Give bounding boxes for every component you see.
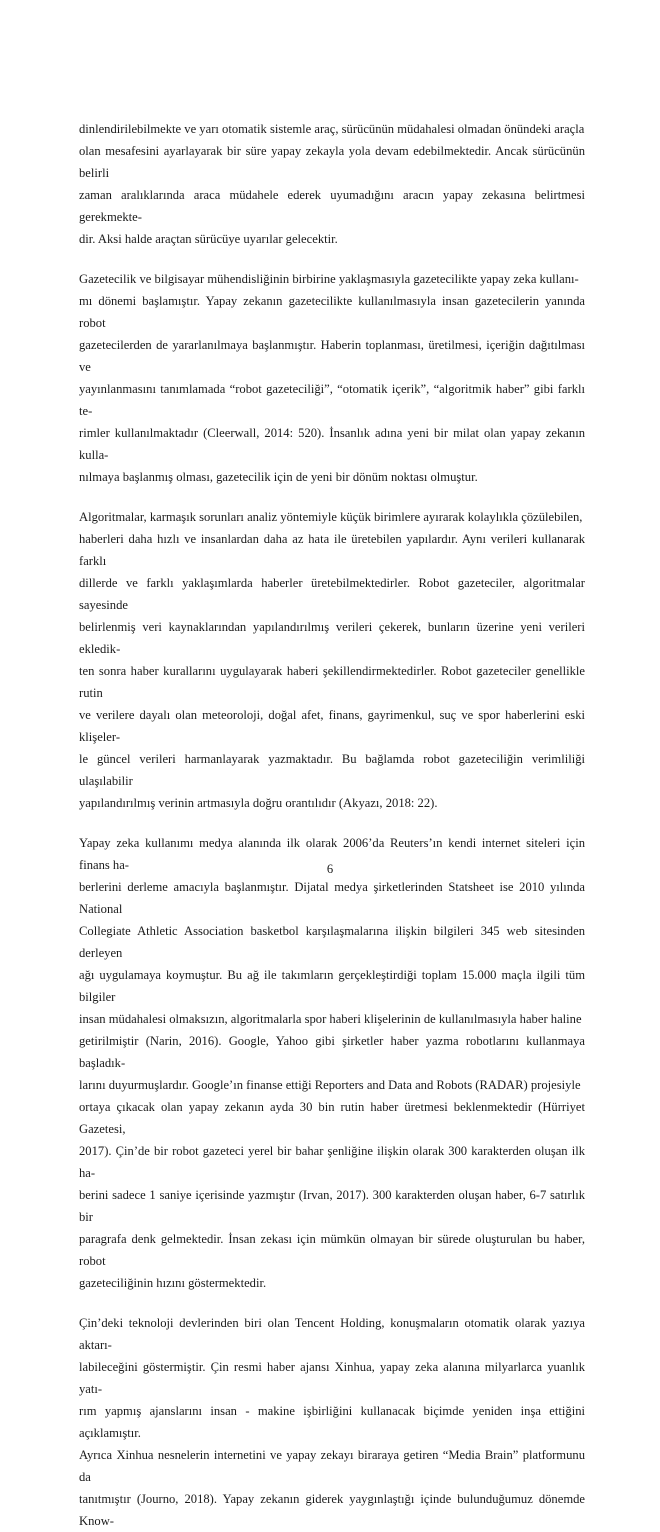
- paragraph-algorithms: Algoritmalar, karmaşık sorunları analiz yöntemiyle küçük birimlere ayırarak kolaylıkla çözülebilen, haberleri daha hızlı ve insanlardan daha az hata ile üretebilen yapılardır. Aynı verileri kullanarak farklı dillerde ve farklı yaklaşımlarda haberler üretebilmektedirler. Robot gazeteciler, algoritmalar sayesinde belirlenmiş veri kaynaklarından yapılandırılmış verileri çekerek, bunların üzerine yeni verileri ekledik- ten sonra haber kurallarını uygulayarak haberi şekillendirmektedirler. Robot gazeteciler genellikle rutin ve verilere dayalı olan meteoroloji, doğal afet, finans, gayrimenkul, suç ve spor haberlerini eski klişeler- le güncel verileri harmanlayarak yazmaktadır. Bu bağlamda robot gazeteciliğin verimliliği ulaşılabilir yapılandırılmış verinin artmasıyla doğru orantılıdır (Akyazı, 2018: 22).: [79, 510, 585, 810]
- paragraph-journalism-ai: Gazetecilik ve bilgisayar mühendisliğinin birbirine yaklaşmasıyla gazetecilikte yapay zeka kullanı- mı dönemi başlamıştır. Yapay zekanın gazetecilikte kullanılmasıyla insan gazetecilerin yanında robot gazetecilerden de yararlanılmaya başlanmıştır. Haberin toplanması, üretilmesi, içeriğin dağıtılması ve yayınlanmasını tanımlamada “robot gazeteciliği”, “otomatik içerik”, “algoritmik haber” gibi farklı te- rimler kullanılmaktadır (Cleerwall, 2014: 520). İnsanlık adına yeni bir milat olan yapay zekanın kulla- nılmaya başlanmış olması, gazetecilik için de yeni bir dönüm noktası olmuştur.: [79, 272, 585, 484]
- page-number: 6: [326, 862, 334, 876]
- page-body: [79, 118, 585, 1532]
- paragraph-china-tech: Çin’deki teknoloji devlerinden biri olan Tencent Holding, konuşmaların otomatik olarak yazıya aktarı- labileceğini göstermiştir. Çin resmi haber ajansı Xinhua, yapay zeka alanına milyarlarca yuanlık yatı- rım yapmış ajanslarını insan - makine işbirliğini kullanacak biçimde yeniden inşa ettiğini açıklamıştır. Ayrıca Xinhua nesnelerin internetini ve yapay zekayı biraraya getiren “Media Brain” platformunu da tanıtmıştır (Journo, 2018). Yapay zekanın giderek yaygınlaştığı içinde bulunduğumuz dönemde Know-: [79, 1316, 585, 1528]
- paragraph-driver-assist: dinlendirilebilmekte ve yarı otomatik sistemle araç, sürücünün müdahalesi olmadan önündeki araçla olan mesafesini ayarlayarak bir süre yapay zekayla yola devam edebilmektedir. Ancak sürücünün belirli zaman aralıklarında araca müdahele ederek uyumadığını aracın yapay zekasına belirtmesi gerekmekte- dir. Aksi halde araçtan sürücüye uyarılar gelecektir.: [79, 122, 585, 246]
- paragraph-media-history: Yapay zeka kullanımı medya alanında ilk olarak 2006’da Reuters’ın kendi internet siteleri için finans ha- berlerini derleme amacıyla başlanmıştır. Dijatal medya şirketlerinden Statsheet ise 2010 yılında National Collegiate Athletic Association basketbol karşılaşmalarına ilişkin bilgileri 345 web sitesinden derleyen ağı uygulamaya koymuştur. Bu ağ ile takımların gerçekleştirdiği toplam 15.000 maçla ilgili tüm bilgiler insan müdahalesi olmaksızın, algoritmalarla spor haberi klişelerinin de kullanılmasıyla haber haline getirilmiştir (Narin, 2016). Google, Yahoo gibi şirketler haber yazma robotlarını kullanmaya başladık- larını duyurmuşlardır. Google’ın finanse ettiği Reporters and Data and Robots (RADAR) projesiyle ortaya çıkacak olan yapay zekanın ayda 30 bin rutin haber üretmesi beklenmektedir (Hürriyet Gazetesi, 2017). Çin’de bir robot gazeteci yerel bir bahar şenliğine ilişkin olarak 300 karakterden oluşan ilk ha- berini sadece 1 saniye içerisinde yazmıştır (Irvan, 2017). 300 karakterden oluşan haber, 6-7 satırlık bir paragrafa denk gelmektedir. İnsan zekası için mümkün olmayan bir sürede oluşturulan bu haber, robot gazeteciliğinin hızını göstermektedir.: [79, 836, 585, 1290]
